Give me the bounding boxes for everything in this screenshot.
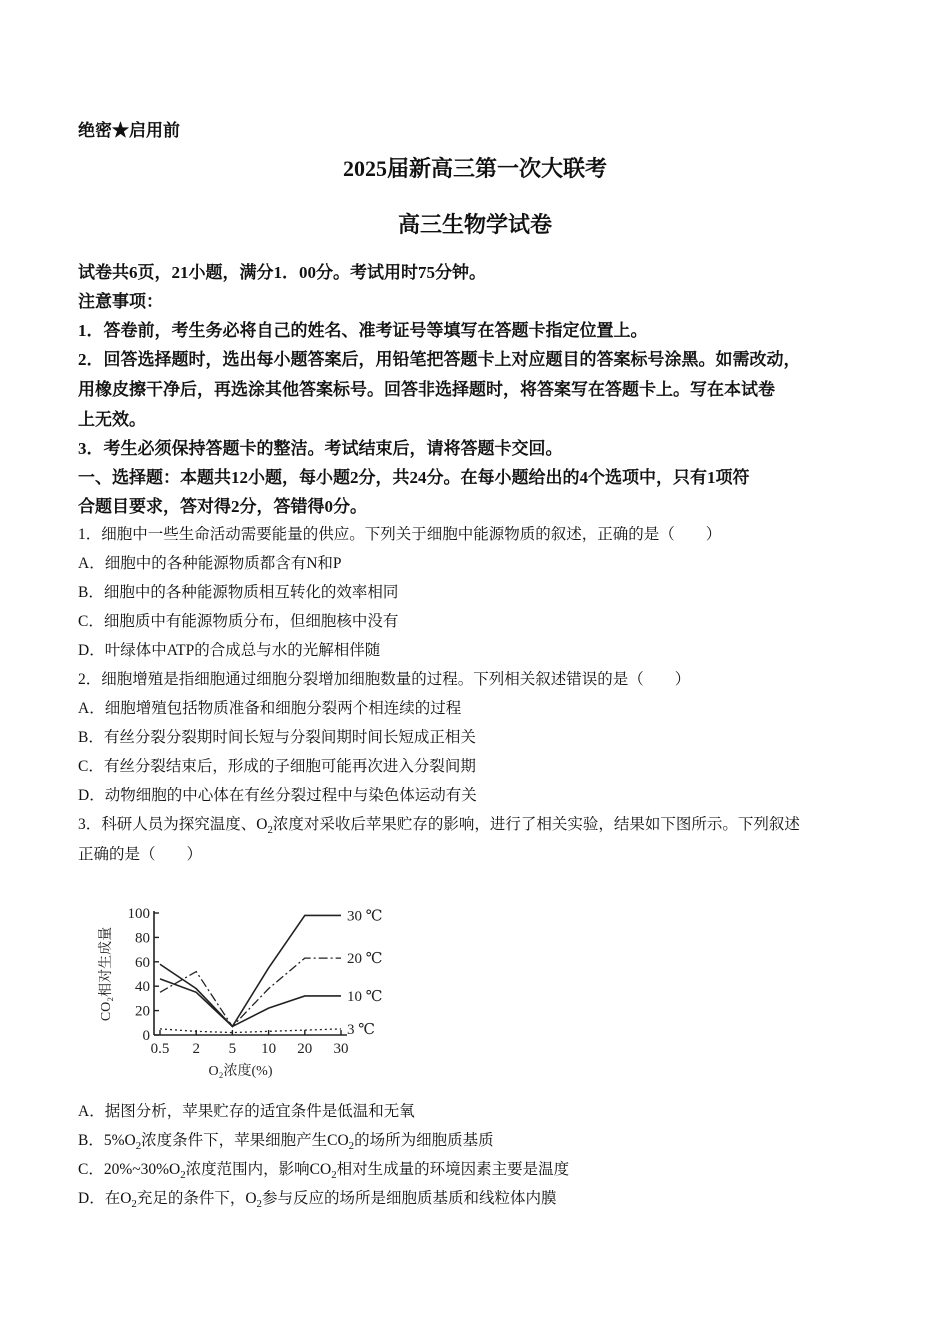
q3-option-a: A．据图分析，苹果贮存的适宜条件是低温和无氧 — [78, 1103, 415, 1120]
q2-option-c: C．有丝分裂结束后，形成的子细胞可能再次进入分裂间期 — [78, 758, 476, 775]
exam-subtitle: 高三生物学试卷 — [397, 212, 552, 237]
x-tick-label-10: 10 — [261, 1041, 277, 1057]
q1-stem: 1．细胞中一些生命活动需要能量的供应。下列关于细胞中能源物质的叙述，正确的是（ ） — [78, 526, 722, 543]
q1-option-c: C．细胞质中有能源物质分布，但细胞核中没有 — [78, 613, 399, 630]
x-tick-label-2: 2 — [192, 1041, 200, 1057]
series-line-3 — [160, 1029, 341, 1033]
note-1: 1．答卷前，考生务必将自己的姓名、准考证号等填写在答题卡指定位置上。 — [78, 321, 648, 340]
chart-root — [97, 906, 383, 1079]
x-tick-label-0.5: 0.5 — [150, 1041, 170, 1057]
q3-stem-b: 正确的是（ ） — [78, 846, 203, 863]
q1-option-b: B．细胞中的各种能源物质相互转化的效率相同 — [78, 584, 399, 601]
q2-option-a: A．细胞增殖包括物质准备和细胞分裂两个相连续的过程 — [78, 700, 462, 717]
series-line-0 — [160, 915, 341, 1026]
section1-heading-a: 一、选择题：本题共12小题，每小题2分，共24分。在每小题给出的4个选项中，只有1项符 — [78, 468, 750, 487]
note-3: 3．考生必须保持答题卡的整洁。考试结束后，请将答题卡交回。 — [78, 439, 563, 458]
note-2c: 上无效。 — [78, 410, 146, 429]
x-tick-label-5: 5 — [228, 1041, 237, 1057]
q2-option-b: B．有丝分裂分裂期时间长短与分裂间期时间长短成正相关 — [78, 729, 476, 746]
y-tick-label-60: 60 — [135, 954, 150, 971]
y-tick-label-20: 20 — [135, 1003, 150, 1020]
y-tick-label-40: 40 — [135, 979, 150, 996]
series-line-2 — [160, 979, 341, 1027]
section1-heading-b: 合题目要求，答对得2分，答错得0分。 — [78, 497, 367, 516]
y-tick-label-80: 80 — [135, 930, 150, 947]
q1-option-a: A．细胞中的各种能源物质都含有N和P — [78, 555, 342, 572]
q3-option-b: B．$5\%O_2$浓度条件下，苹果细胞产生$CO_2$的场所为细胞质基质 — [78, 1132, 494, 1153]
q3-stem-a: 3．科研人员为探究温度、$O_2$浓度对采收后苹果贮存的影响，进行了相关实验，结果如下图所示。下列叙述 — [78, 816, 800, 837]
exam-title: 2025届新高三第一次大联考 — [342, 156, 607, 181]
y-tick-label-100: 100 — [127, 906, 150, 922]
series-label-0: 30 ℃ — [347, 908, 383, 925]
exam-summary: 试卷共6页，21小题，满分1．00分。考试用时75分钟。 — [78, 263, 486, 282]
series-label-2: 10 ℃ — [347, 988, 383, 1005]
secret-label: 绝密★启用前 — [78, 121, 180, 140]
co2-o2-line-chart — [92, 893, 402, 1083]
q2-stem: 2．细胞增殖是指细胞通过细胞分裂增加细胞数量的过程。下列相关叙述错误的是（ ） — [78, 671, 691, 688]
series-label-3: 3 ℃ — [347, 1021, 376, 1038]
series-label-1: 20 ℃ — [347, 951, 383, 968]
q3-option-d: D．在$O_2$充足的条件下，$O_2$参与反应的场所是细胞质基质和线粒体内膜 — [78, 1190, 557, 1211]
x-tick-label-20: 20 — [297, 1041, 313, 1057]
x-axis-label: O₂浓度(%) — [208, 1064, 273, 1079]
q2-option-d: D．动物细胞的中心体在有丝分裂过程中与染色体运动有关 — [78, 787, 477, 804]
series-line-1 — [160, 958, 341, 1026]
notes-heading: 注意事项： — [78, 292, 163, 311]
note-2b: 用橡皮擦干净后，再选涂其他答案标号。回答非选择题时，将答案写在答题卡上。写在本试卷 — [78, 380, 775, 399]
y-tick-label-0: 0 — [142, 1028, 150, 1044]
x-tick-label-30: 30 — [333, 1041, 349, 1057]
y-axis-label: CO₂相对生成量 — [99, 926, 114, 1022]
q1-option-d: D．叶绿体中ATP的合成总与水的光解相伴随 — [78, 642, 381, 659]
q3-option-c: C．$20\%\sim 30\%O_2$浓度范围内，影响$CO_2$相对生成量的环境因素主要是温度 — [78, 1161, 570, 1182]
note-2a: 2．回答选择题时，选出每小题答案后，用铅笔把答题卡上对应题目的答案标号涂黑。如需改动， — [78, 350, 801, 369]
